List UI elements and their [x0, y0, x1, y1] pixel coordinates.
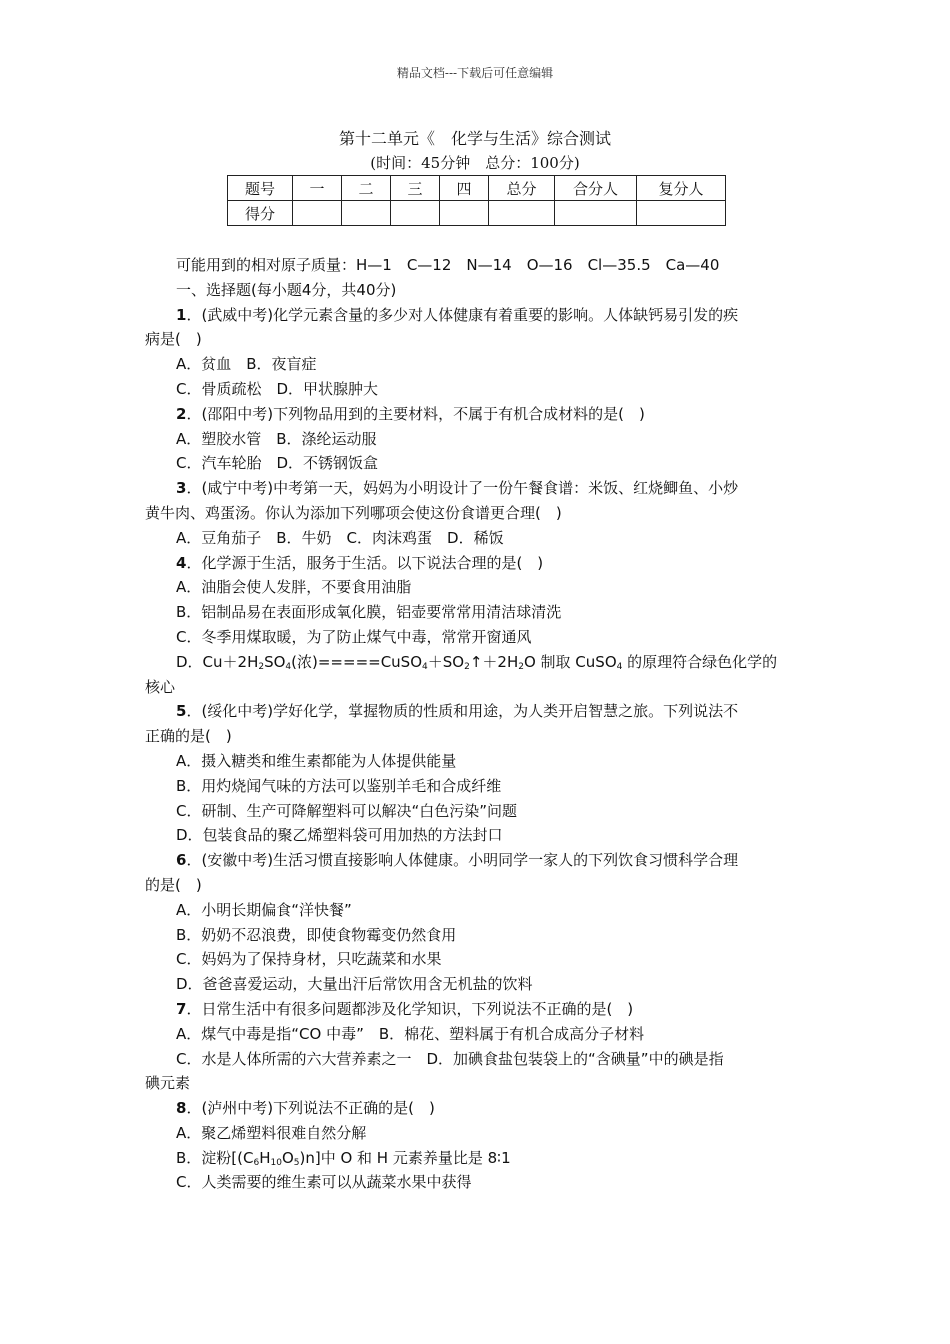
atomic-masses-line: 可能用到的相对原子质量：H—1 C—12 N—14 O—16 Cl—35.5 Ca—40 — [176, 256, 720, 274]
option-line-cont: 碘元素 — [145, 1074, 191, 1093]
formula-subscript: 4 — [616, 661, 623, 672]
option-line: B．铝制品易在表面形成氧化膜，铝壶要常常用清洁球清洗 — [176, 603, 562, 622]
question-number: 8 — [176, 1099, 187, 1118]
document-body — [145, 253, 810, 1195]
table-cell: 得分 — [228, 201, 293, 226]
stem-text: ．化学源于生活，服务于生活。以下说法合理的是( ) — [186, 553, 544, 572]
question-number: 5 — [176, 702, 187, 721]
option-line: A．豆角茄子 B．牛奶 C．肉沫鸡蛋 D．稀饭 — [176, 528, 504, 547]
question-stem — [145, 402, 810, 427]
stem-text: ．(咸宁中考)中考第一天，妈妈为小明设计了一份午餐食谱：米饭、红烧鲫鱼、小炒 — [186, 479, 739, 498]
formula-subscript: 6 — [253, 1157, 260, 1168]
formula-subscript: 2 — [518, 661, 524, 672]
formula-part: D．Cu＋2H — [176, 652, 259, 671]
formula-part: ↑＋2H — [469, 652, 519, 671]
option-line: A．摄入糖类和维生素都能为人体提供能量 — [176, 751, 457, 770]
option-line: A．聚乙烯塑料很难自然分解 — [176, 1123, 367, 1142]
option-line: A．塑胶水管 B．涤纶运动服 — [176, 429, 377, 448]
page-subtitle: (时间：45分钟 总分：100分) — [370, 154, 580, 172]
table-cell: 三 — [391, 176, 440, 201]
option-line-formula — [145, 1146, 810, 1171]
formula-subscript: 4 — [422, 661, 428, 672]
option-line: C．人类需要的维生素可以从蔬菜水果中获得 — [176, 1173, 472, 1192]
formula-part: H — [259, 1148, 271, 1167]
score-input-cell[interactable] — [489, 201, 555, 226]
table-cell: 总分 — [489, 176, 555, 201]
stem-text: ．(安徽中考)生活习惯直接影响人体健康。小明同学一家人的下列饮食习惯科学合理 — [186, 851, 739, 870]
option-line-cont: 核心 — [145, 677, 176, 696]
question-number: 7 — [176, 999, 187, 1018]
option-line: C．水是人体所需的六大营养素之一 D．加碘食盐包装袋上的“含碘量”中的碘是指 — [176, 1049, 724, 1068]
stem-text: ．(邵阳中考)下列物品用到的主要材料，不属于有机合成材料的是( ) — [186, 404, 645, 423]
formula-subscript: 10 — [270, 1157, 282, 1168]
question-stem — [145, 551, 810, 576]
score-input-cell[interactable] — [555, 201, 637, 226]
question-stem — [145, 303, 810, 328]
option-line: C．冬季用煤取暖，为了防止煤气中毒，常常开窗通风 — [176, 627, 532, 646]
formula-part: 的原理符合绿色化学的 — [622, 652, 778, 671]
question-stem-cont: 黄牛肉、鸡蛋汤。你认为添加下列哪项会使这份食谱更合理( ) — [145, 503, 562, 522]
formula-part: )n]中 O 和 H 元素养量比是 8∶1 — [299, 1148, 511, 1167]
formula-subscript: 5 — [293, 1157, 300, 1168]
question-stem-cont: 正确的是( ) — [145, 727, 232, 746]
table-cell: 合分人 — [555, 176, 637, 201]
question-stem — [145, 1096, 810, 1121]
stem-text: ．(泸州中考)下列说法不正确的是( ) — [186, 1099, 435, 1118]
option-line: C．研制、生产可降解塑料可以解决“白色污染”问题 — [176, 801, 518, 820]
option-line: D．爸爸喜爱运动，大量出汗后常饮用含无机盐的饮料 — [176, 975, 533, 994]
question-number: 1 — [176, 305, 187, 324]
stem-text: ．(绥化中考)学好化学，掌握物质的性质和用途，为人类开启智慧之旅。下列说法不 — [186, 702, 739, 721]
formula-part: B．淀粉[(C — [176, 1148, 254, 1167]
header-note: 精品文档---下载后可任意编辑 — [396, 66, 554, 80]
table-cell: 一 — [293, 176, 342, 201]
score-table-header-row — [228, 176, 726, 201]
question-stem — [145, 699, 810, 724]
option-line: C．汽车轮胎 D．不锈钢饭盒 — [176, 454, 379, 473]
stem-text: ．(武威中考)化学元素含量的多少对人体健康有着重要的影响。人体缺钙易引发的疾 — [186, 305, 739, 324]
formula-part: (浓)=====CuSO — [291, 652, 423, 671]
page-title: 第十二单元《 化学与生活》综合测试 — [338, 129, 611, 148]
formula-subscript: 2 — [464, 661, 470, 672]
option-line: C．妈妈为了保持身材，只吃蔬菜和水果 — [176, 950, 442, 969]
option-line: A．小明长期偏食“洋快餐” — [176, 900, 352, 919]
score-input-cell[interactable] — [391, 201, 440, 226]
option-line: A．煤气中毒是指“CO 中毒” B．棉花、塑料属于有机合成高分子材料 — [176, 1024, 645, 1043]
option-line: C．骨质疏松 D．甲状腺肿大 — [176, 379, 379, 398]
option-line: B．奶奶不忍浪费，即使食物霉变仍然食用 — [176, 925, 457, 944]
table-cell: 二 — [342, 176, 391, 201]
option-line: A．油脂会使人发胖，不要食用油脂 — [176, 578, 412, 597]
formula-part: O 制取 CuSO — [523, 652, 617, 671]
question-stem-cont: 的是( ) — [145, 875, 202, 894]
question-number: 2 — [176, 404, 187, 423]
question-number: 6 — [176, 851, 187, 870]
formula-part: ＋SO — [427, 652, 465, 671]
stem-text: ．日常生活中有很多问题都涉及化学知识，下列说法不正确的是( ) — [186, 999, 634, 1018]
question-number: 4 — [176, 553, 187, 572]
option-line-formula — [145, 650, 810, 675]
table-cell: 复分人 — [637, 176, 726, 201]
table-cell: 四 — [440, 176, 489, 201]
formula-subscript: 4 — [285, 661, 292, 672]
score-input-cell[interactable] — [440, 201, 489, 226]
question-stem — [145, 476, 810, 501]
score-input-cell[interactable] — [342, 201, 391, 226]
option-line: A．贫血 B．夜盲症 — [176, 355, 317, 374]
option-line: D．包装食品的聚乙烯塑料袋可用加热的方法封口 — [176, 826, 503, 845]
formula-part: O — [281, 1148, 294, 1167]
score-table-score-row — [228, 201, 726, 226]
score-input-cell[interactable] — [637, 201, 726, 226]
score-table — [227, 175, 726, 226]
question-number: 3 — [176, 479, 187, 498]
question-stem — [145, 848, 810, 873]
option-line: B．用灼烧闻气味的方法可以鉴别羊毛和合成纤维 — [176, 776, 502, 795]
question-stem — [145, 997, 810, 1022]
table-cell: 题号 — [228, 176, 293, 201]
formula-subscript: 2 — [258, 661, 265, 672]
formula-part: SO — [264, 652, 286, 671]
question-stem-cont: 病是( ) — [145, 330, 202, 349]
score-input-cell[interactable] — [293, 201, 342, 226]
section-heading: 一、选择题(每小题4分，共40分) — [176, 280, 397, 299]
